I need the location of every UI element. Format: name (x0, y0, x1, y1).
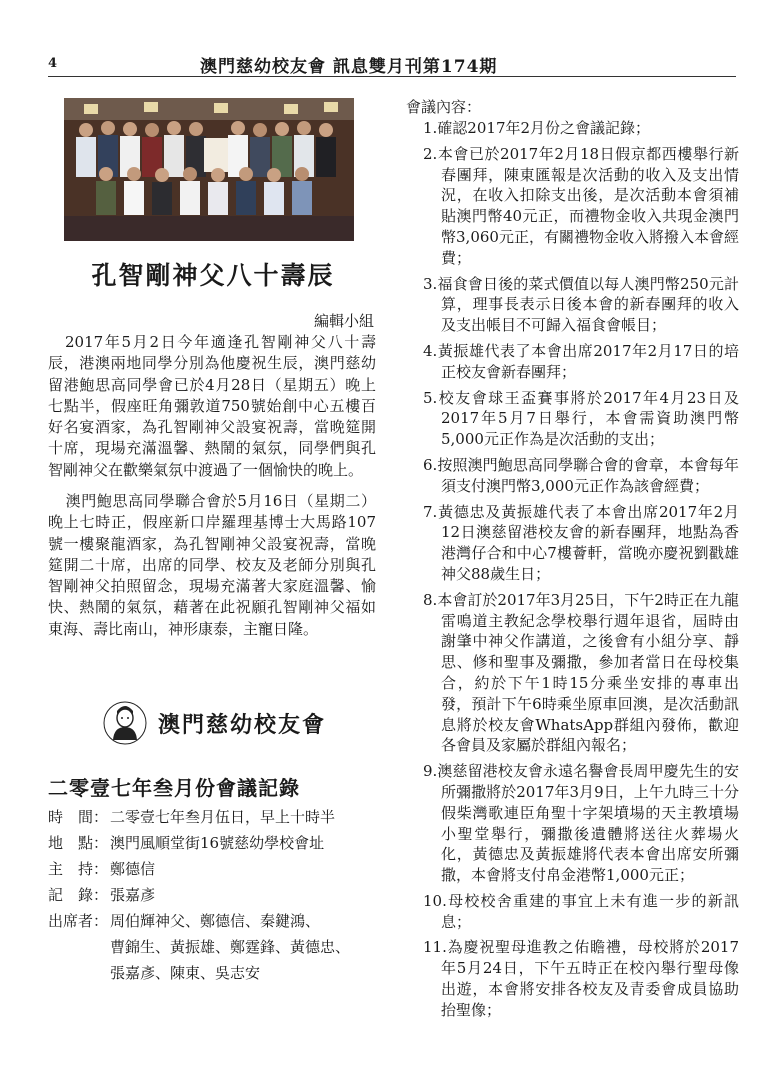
meeting-place-label: 地 點： (48, 834, 109, 852)
meeting-attendees-line-1: 周伯輝神父、鄭德信、秦鍵鴻、 (110, 912, 321, 930)
meeting-time-value: 二零壹七年叁月伍日，早上十時半 (110, 808, 336, 826)
article-paragraph-1-text: 2017年5月2日今年適逢孔智剛神父八十壽辰，港澳兩地同學分別為他慶祝生辰，澳門慈幼留港鮑思高同學會已於4月28日（星期五）晚上七點半，假座旺角彌敦道750號始創中心五樓百好名宴酒家，為孔智剛神父設宴祝壽，當晚筵開十席，現場充滿溫馨、熱鬧的氣氛，同學們與孔智剛神父在歡樂氣氛中渡過了一個愉快的晚上。 (48, 333, 376, 479)
meeting-time-label: 時 間： (48, 808, 109, 826)
masthead-title: 澳門慈幼校友會 訊息雙月刊第174期 (200, 57, 498, 77)
agenda-list (423, 118, 739, 1026)
meeting-place-value: 澳門風順堂街16號慈幼學校會址 (110, 834, 325, 852)
meeting-chair-label: 主 持： (48, 860, 109, 878)
agenda-item: 10.母校校舍重建的事宜上未有進一步的新訊息； (423, 891, 739, 931)
agenda-item: 11.為慶祝聖母進教之佑瞻禮，母校將於2017年5月24日，下午五時正在校內舉行聖母像出遊，本會將安排各校友及青委會成員協助抬聖像； (423, 938, 739, 1019)
agenda-item: 2.本會已於2017年2月18日假京都西樓舉行新春團拜，陳東匯報是次活動的收入及支出情況，在收入扣除支出後，是次活動本會須補貼澳門幣40元正，而禮物金收入共現金澳門幣3,060元正，有關禮物金收入將撥入本會經費； (423, 144, 739, 267)
article-byline: 編輯小組 (313, 312, 374, 330)
minutes-title: 二零壹七年叁月份會議記錄 (48, 776, 300, 800)
group-photo (64, 98, 354, 241)
meeting-attendees-label: 出席者： (48, 912, 109, 930)
agenda-item: 5.校友會球王盃賽事將於2017年4月23日及2017年5月7日舉行，本會需資助澳門幣5,000元正作為是次活動的支出； (423, 388, 739, 449)
agenda-heading: 會議內容： (406, 98, 482, 116)
article-paragraph-1 (48, 332, 376, 481)
alumni-logo (100, 700, 340, 750)
agenda-item: 4.黃振雄代表了本會出席2017年2月17日的培正校友會新春團拜； (423, 341, 739, 381)
agenda-item: 9.澳慈留港校友會永遠名譽會長周甲慶先生的安所彌撒將於2017年3月9日，上午九時三十分假柴灣歌連臣角聖十字架墳場的天主教墳場小聖堂舉行，彌撒後遺體將送往火葬場火化，黃德忠及黃振雄將代表本會出席安所彌撒，本會將支付帛金港幣1,000元正； (423, 762, 739, 885)
meeting-place (48, 832, 324, 853)
alumni-logo-text: 澳門慈幼校友會 (158, 712, 327, 738)
meeting-chair (48, 858, 155, 879)
article-paragraph-2 (48, 491, 376, 640)
group-photo-illustration (64, 98, 354, 241)
agenda-item: 3.福食會日後的菜式價值以每人澳門幣250元計算，理事長表示日後本會的新春團拜的收入及支出帳目不可歸入福食會帳目； (423, 274, 739, 335)
meeting-recorder-value: 張嘉彥 (110, 886, 156, 904)
article-title: 孔智剛神父八十壽辰 (91, 261, 335, 290)
meeting-recorder (48, 884, 155, 905)
page-header (48, 52, 736, 78)
agenda-item: 8.本會訂於2017年3月25日，下午2時正在九龍雷鳴道主教紀念學校舉行週年退省，屆時由謝肇中神父作講道，之後會有小組分享、靜思、修和聖事及彌撒，參加者當日在母校集合，約於下午1時15分乘坐安排的專車出發，預計下午6時乘坐原車回澳，是次活動訊息將於校友會WhatsApp群組內發佈，歡迎各會員及家屬於群組內報名； (423, 590, 739, 755)
meeting-recorder-label: 記 錄： (48, 886, 109, 904)
meeting-attendees-line-2: 曹錦生、黃振雄、鄭霆鋒、黃德忠、 (110, 938, 351, 956)
founder-portrait-icon (100, 700, 150, 750)
meeting-attendees-line-3: 張嘉彥、陳東、吳志安 (110, 964, 261, 982)
meeting-attendees (48, 910, 320, 931)
page-number: 4 (48, 56, 58, 71)
agenda-item: 1.確認2017年2月份之會議記錄； (423, 119, 651, 137)
article-paragraph-2-text: 澳門鮑思高同學聯合會於5月16日（星期二）晚上七時正，假座新口岸羅理基博士大馬路107號一樓聚龍酒家，為孔智剛神父設宴祝壽，當晚筵開二十席，出席的同學、校友及老師分別與孔智剛神父拍照留念，現場充滿著大家庭溫馨、愉快、熱鬧的氣氛，藉著在此祝願孔智剛神父福如東海、壽比南山，神形康泰，主寵日隆。 (48, 492, 376, 638)
agenda-item: 7.黃德忠及黃振雄代表了本會出席2017年2月12日澳慈留港校友會的新春團拜，地點為香港灣仔合和中心7樓薈軒，當晚亦慶祝劉戳雄神父88歲生日； (423, 502, 739, 583)
meeting-time (48, 806, 335, 827)
agenda-item: 6.按照澳門鮑思高同學聯合會的會章，本會每年須支付澳門幣3,000元正作為該會經費； (423, 455, 739, 495)
meeting-chair-value: 鄭德信 (110, 860, 156, 878)
header-rule (48, 76, 736, 77)
